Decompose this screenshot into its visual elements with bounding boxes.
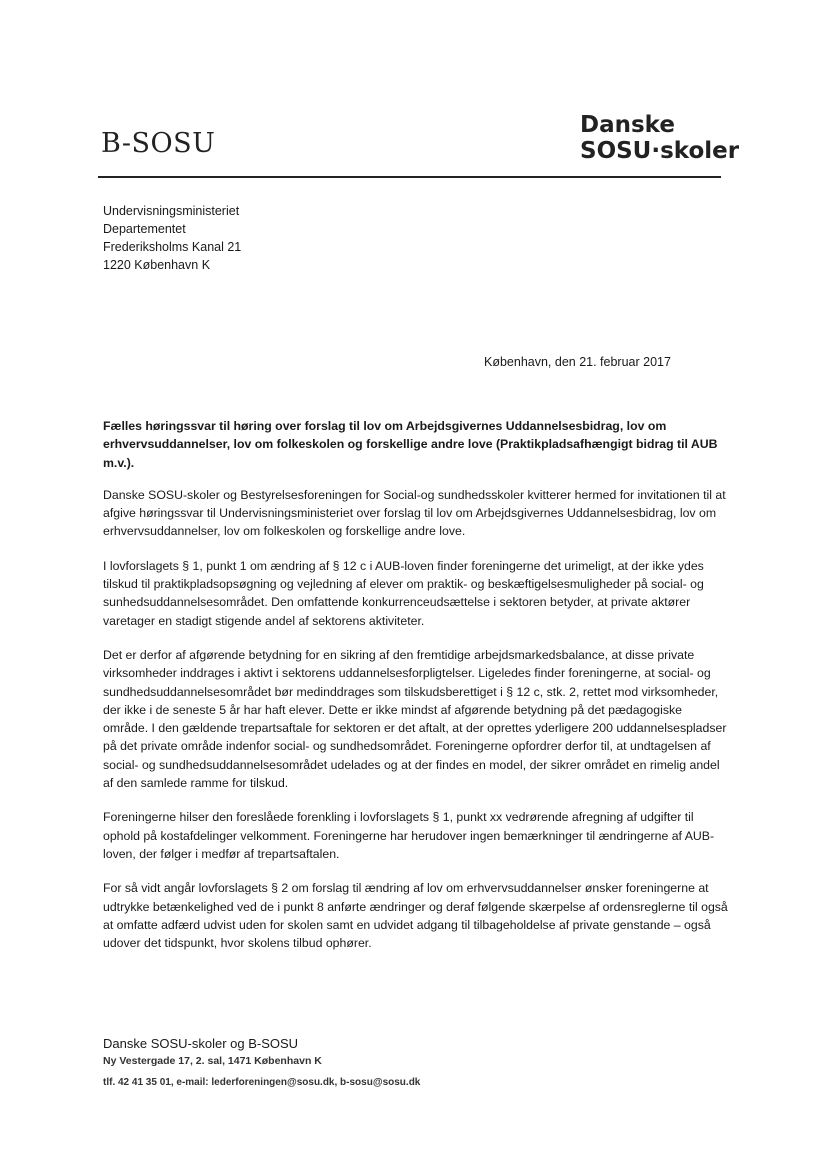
recipient-line: Undervisningsministeriet: [103, 204, 240, 218]
danske-sosu-skoler-logo: [580, 112, 739, 164]
logo-right-line1: Danske: [580, 112, 675, 138]
footer-address: Ny Vestergade 17, 2. sal, 1471 København K: [103, 1055, 322, 1067]
paragraph-1: Danske SOSU-skoler og Bestyrelsesforeningen for Social-og sundhedsskoler kvitterer hermed for invitationen til at afgive høringssvar til Undervisningsministeriet over forslag til lov om Arbejdsgivernes Uddannelsesbidrag, lov om erhvervsuddannelser, lov om folkeskolen og forskellige andre love.: [103, 487, 726, 539]
recipient-address: [103, 202, 241, 274]
paragraph-4: Foreningerne hilser den foreslåede forenkling i lovforslagets § 1, punkt xx vedrørende afregning af udgifter til ophold på kostafdelinger velkomment. Foreningerne har herudover ingen bemærkninger til ændringerne af AUB-loven, der følger i medfør af trepartsaftalen.: [103, 810, 715, 861]
letter-date: København, den 21. februar 2017: [484, 355, 671, 369]
header-divider: [98, 176, 721, 178]
letter-subject: Fælles høringssvar til høring over forslag til lov om Arbejdsgivernes Uddannelsesbidrag, lov om erhvervsuddannelser, lov om folkeskolen og forskellige andre love (Praktikpladsafhængigt bidrag til AUB m.v.).: [103, 419, 718, 470]
letter-body: [103, 417, 728, 968]
b-sosu-logo: B-SOSU: [101, 128, 216, 159]
footer-org: Danske SOSU-skoler og B-SOSU: [103, 1036, 299, 1051]
logo-right-line2: SOSU·skoler: [580, 138, 740, 164]
letter-footer: [103, 1035, 420, 1091]
footer-contact: tlf. 42 41 35 01, e-mail: lederforeningen@sosu.dk, b-sosu@sosu.dk: [103, 1077, 421, 1088]
recipient-line: Frederiksholms Kanal 21: [103, 240, 242, 254]
paragraph-5: For så vidt angår lovforslagets § 2 om forslag til ændring af lov om erhvervsuddannelser ønsker foreningerne at udtrykke betænkelighed ved de i punkt 8 anførte ændringer og deraf følgende skærpelse af ordensreglerne til også at omfatte adfærd udvist uden for skolen samt en udvidet adgang til tilbageholdelse af private genstande – også udover det tidspunkt, hvor skolens tilbud ophører.: [103, 881, 728, 951]
recipient-line: Departementet: [103, 222, 186, 236]
paragraph-3: Det er derfor af afgørende betydning for en sikring af den fremtidige arbejdsmarkedsbalance, at disse private virksomheder inddrages i aktivt i sektorens uddannelsesforpligtelser. Ligeledes finder foreningerne, at social- og sundhedsuddannelsesområdet bør medinddrages som tilskudsberettiget i § 12 c, stk. 2, rettet mod virksomheder, der ikke i de seneste 5 år har haft elever. Dette er ikke mindst af afgørende betydning på det pædagogiske område. I den gældende trepartsaftale for sektoren er det aftalt, at der oprettes yderligere 200 uddannelsespladser på det private område indenfor social- og sundhedsområdet. Foreningerne opfordrer derfor til, at undtagelsen af social- og sundhedsuddannelsesområdet udelades og at der findes en model, der sikrer området en rimelig andel af den samlede ramme for tilskud.: [103, 647, 727, 791]
paragraph-2: I lovforslagets § 1, punkt 1 om ændring af § 12 c i AUB-loven finder foreningerne det urimeligt, at der ikke ydes tilskud til praktikpladsopsøgning og vejledning af elever om praktik- og beskæftigelsesmuligheder på social- og sunhedsuddannelsesområdet. Den omfattende konkurrenceudsættelse i sektoren betyder, at private aktører varetager en stadigt stigende andel af sektorens aktiviteter.: [103, 558, 704, 628]
recipient-line: 1220 København K: [103, 258, 211, 272]
